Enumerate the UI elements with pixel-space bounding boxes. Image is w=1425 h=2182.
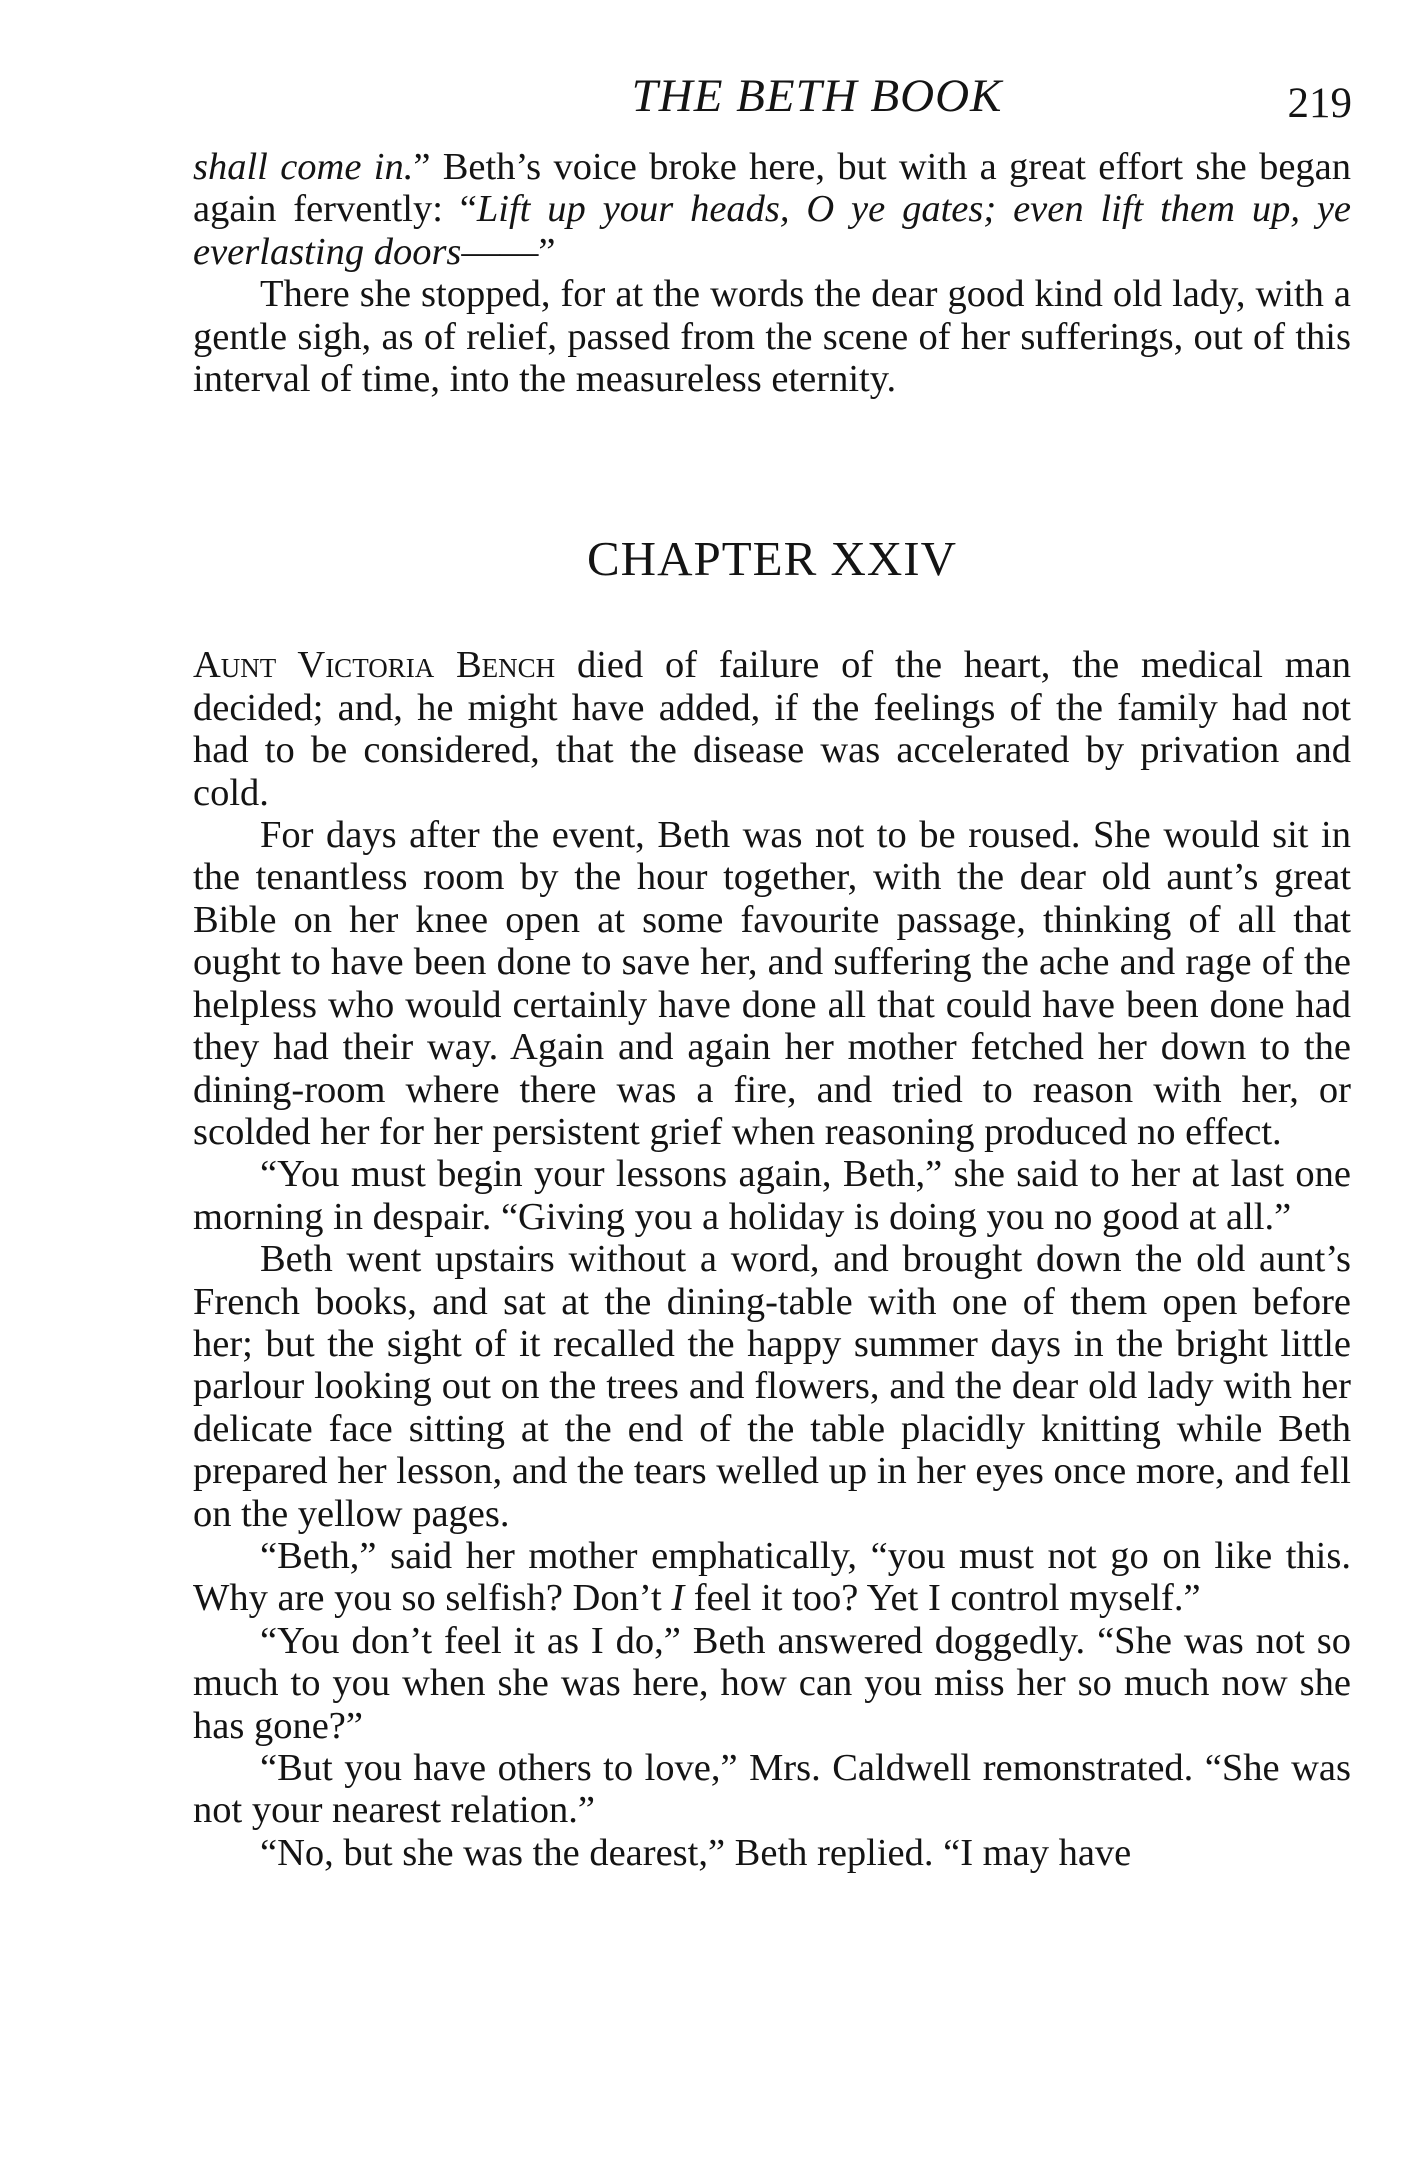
paragraph: “But you have others to love,” Mrs. Caldwell remonstrated. “She was not your nearest relation.” bbox=[193, 1747, 1351, 1832]
text-run: feel it too? Yet I control myself.” bbox=[684, 1577, 1201, 1620]
italic-text: I bbox=[671, 1577, 685, 1620]
text-run: “Beth,” said her mother emphatically, “you must not go on like this. Why are you so selfish? Don’t bbox=[193, 1534, 1351, 1620]
page-body bbox=[193, 146, 1351, 1874]
paragraph-continued bbox=[193, 146, 1351, 273]
running-title: THE BETH BOOK bbox=[631, 70, 1003, 122]
paragraph: “No, but she was the dearest,” Beth replied. “I may have bbox=[260, 1831, 1132, 1874]
chapter-heading: CHAPTER XXIV bbox=[587, 531, 957, 587]
italic-text: shall come in. bbox=[193, 146, 414, 188]
text-run: ——” bbox=[461, 230, 556, 273]
paragraph: “You must begin your lessons again, Beth,” she said to her at last one morning in despair. “Giving you a holiday is doing you no good at all.” bbox=[193, 1153, 1351, 1238]
page-header bbox=[192, 66, 1352, 126]
paragraph: Beth went upstairs without a word, and brought down the old aunt’s French books, and sat at the dining-table with one of them open before her; but the sight of it recalled the happy summer days in the bright little parlour looking out on the trees and flowers, and the dear old lady with her delicate face sitting at the end of the table placidly knitting while Beth prepared her lesson, and the tears welled up in her eyes once more, and fell on the yellow pages. bbox=[193, 1238, 1351, 1535]
paragraph: For days after the event, Beth was not to be roused. She would sit in the tenantless room by the hour together, with the dear old aunt’s great Bible on her knee open at some favourite passage, thinking of all that ought to have been done to save her, and suffering the ache and rage of the helpless who would certainly have done all that could have been done had they had their way. Again and again her mother fetched her down to the dining-room where there was a fire, and tried to reason with her, or scolded her for her persistent grief when reasoning produced no effect. bbox=[193, 814, 1351, 1153]
paragraph: There she stopped, for at the words the dear good kind old lady, with a gentle sigh, as of relief, passed from the scene of her sufferings, out of this interval of time, into the measureless eternity. bbox=[193, 273, 1351, 401]
paragraph: “You don’t feel it as I do,” Beth answered doggedly. “She was not so much to you when she was here, how can you miss her so much now she has gone?” bbox=[193, 1619, 1351, 1747]
chapter-first-paragraph bbox=[193, 644, 1351, 814]
italic-quotation: Lift up your heads, O ye gates; even lift them up, ye everlasting doors bbox=[193, 188, 1351, 273]
text-run: ” Beth’s voice broke here, but with a great effort she began again fervently: “ bbox=[193, 146, 1351, 231]
page-number: 219 bbox=[1287, 80, 1352, 127]
paragraph bbox=[193, 1535, 1351, 1620]
small-caps-opening: Aunt Victoria Bench bbox=[193, 644, 556, 687]
text-run: died of failure of the heart, the medical man decided; and, he might have added, if the feelings of the family had not had to be considered, that the disease was accelerated by privation and cold. bbox=[193, 644, 1351, 814]
